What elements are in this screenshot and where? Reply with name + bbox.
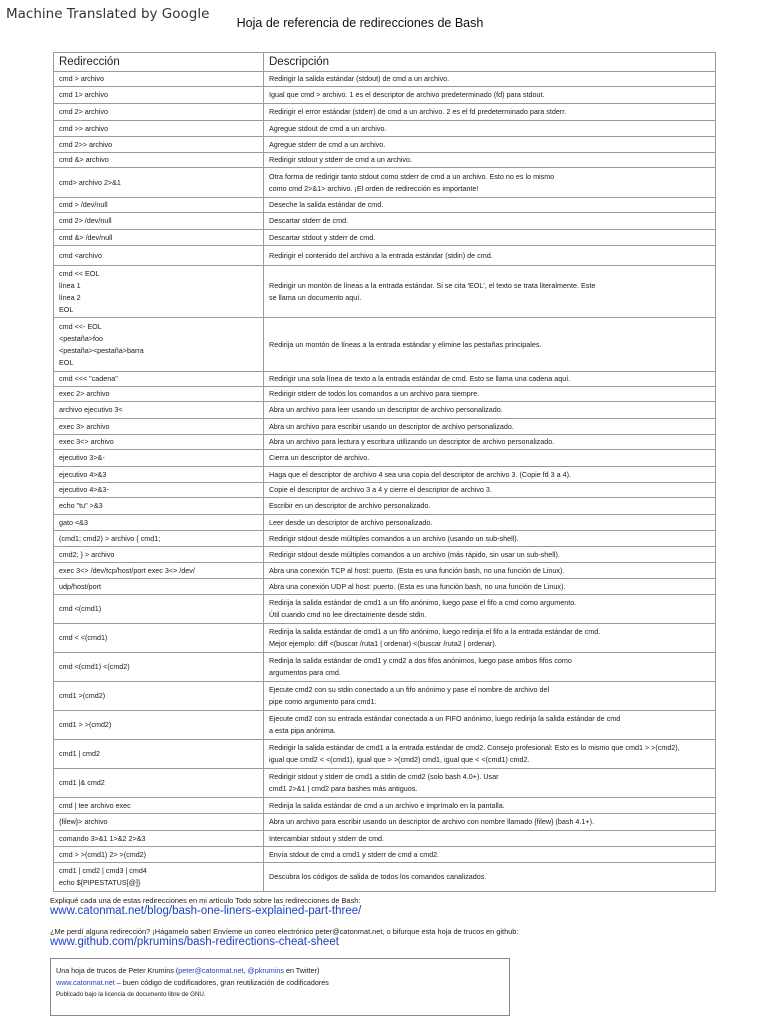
redirection-cell bbox=[54, 435, 264, 450]
table-row bbox=[54, 168, 716, 198]
table-row bbox=[54, 450, 716, 467]
description-text: pipe como argumento para cmd1. bbox=[269, 697, 377, 706]
redirection-text: cmd <(cmd1) bbox=[59, 604, 102, 613]
description-text: Redirigir stdout y stderr de cmd a un archivo. bbox=[269, 155, 413, 164]
article-link[interactable]: www.catonmat.net/blog/bash-one-liners-explained-part-three/ bbox=[50, 905, 362, 917]
redirection-cell bbox=[54, 450, 264, 467]
redirection-text: cmd > archivo bbox=[59, 74, 104, 83]
table-row bbox=[54, 547, 716, 563]
table-row bbox=[54, 847, 716, 863]
redirection-cell bbox=[54, 814, 264, 831]
redirection-text: línea 2 bbox=[59, 292, 81, 302]
description-text: cmd1 2>&1 | cmd2 para bashes más antiguos. bbox=[269, 784, 418, 793]
table-row bbox=[54, 515, 716, 531]
redirection-cell bbox=[54, 740, 264, 769]
redirection-text: cmd1 >(cmd2) bbox=[59, 691, 106, 700]
redirection-cell bbox=[54, 318, 264, 372]
redirection-text: {filew}> archivo bbox=[59, 817, 108, 826]
description-text: Ejecute cmd2 con su entrada estándar conectada a un FIFO anónimo, luego redirija la salida estándar de cmd bbox=[269, 714, 621, 723]
description-text: argumentos para cmd. bbox=[269, 668, 341, 677]
description-text: Redirija la salida estándar de cmd1 a un fifo anónimo, luego pase el fifo a cmd como argumento. bbox=[269, 598, 577, 607]
table-row bbox=[54, 137, 716, 153]
redirection-text: echo "tu" >&3 bbox=[59, 501, 103, 510]
redirection-text: <pestaña><pestaña>barra bbox=[59, 345, 144, 355]
site-tagline: – buen código de codificadores, gran reutilización de codificadores bbox=[114, 978, 329, 987]
description-text: Redirigir la salida estándar (stdout) de cmd a un archivo. bbox=[269, 74, 450, 83]
redirection-text: cmd 2>> archivo bbox=[59, 139, 113, 149]
redirection-text: cmd <(cmd1) <(cmd2) bbox=[59, 662, 130, 671]
redirection-text: EOL bbox=[59, 304, 74, 314]
redirection-text: cmd <<< "cadena" bbox=[59, 374, 118, 383]
redirection-text: archivo ejecutivo 3< bbox=[59, 405, 123, 414]
table-row bbox=[54, 483, 716, 498]
column-header-redirection: Redirección bbox=[54, 53, 264, 72]
redirection-cell bbox=[54, 847, 264, 863]
description-text: Abra una conexión TCP al host: puerto. (Esta es una función bash, no una función de Linux). bbox=[269, 565, 565, 575]
description-cell bbox=[264, 515, 716, 531]
redirection-text: línea 1 bbox=[59, 280, 81, 290]
table-row bbox=[54, 863, 716, 892]
table-row bbox=[54, 246, 716, 266]
redirection-cell bbox=[54, 387, 264, 402]
redirection-text: exec 3<> /dev/tcp/host/port exec 3<> /dev/ bbox=[59, 565, 195, 575]
table-row bbox=[54, 435, 716, 450]
table-row bbox=[54, 769, 716, 798]
redirection-cell bbox=[54, 230, 264, 246]
redirection-cell bbox=[54, 798, 264, 814]
redirection-cell bbox=[54, 402, 264, 419]
description-text: Envía stdout de cmd a cmd1 y stderr de cmd a cmd2. bbox=[269, 849, 440, 859]
redirection-cell bbox=[54, 547, 264, 563]
description-text: Abra un archivo para lectura y escritura utilizando un descriptor de archivo personalizado. bbox=[269, 437, 555, 446]
description-text: se llama un documento aquí. bbox=[269, 292, 362, 302]
credits-box bbox=[50, 958, 510, 1016]
redirection-text: cmd 2> /dev/null bbox=[59, 216, 112, 225]
redirection-text: cmd >> archivo bbox=[59, 123, 109, 133]
redirection-cell bbox=[54, 831, 264, 847]
redirection-text: cmd1 |& cmd2 bbox=[59, 778, 105, 787]
table-row bbox=[54, 579, 716, 595]
redirection-text: exec 3> archivo bbox=[59, 421, 110, 431]
description-text: Abra una conexión UDP al host: puerto. (Esta es una función bash, no una función de Linux). bbox=[269, 581, 566, 591]
redirection-cell bbox=[54, 711, 264, 740]
redirection-cell bbox=[54, 531, 264, 547]
redirection-text: cmd &> /dev/null bbox=[59, 232, 113, 242]
redirection-cell bbox=[54, 168, 264, 198]
description-text: a esta pipa anónima. bbox=[269, 726, 336, 735]
redirection-text: comando 3>&1 1>&2 2>&3 bbox=[59, 833, 146, 843]
table-row bbox=[54, 266, 716, 318]
table-row bbox=[54, 87, 716, 104]
site-link[interactable]: www.catonmat.net bbox=[56, 978, 115, 987]
description-text: Redirigir un montón de líneas a la entrada estándar. Si se cita 'EOL', el texto se trata literalmente. Este bbox=[269, 280, 596, 290]
redirection-cell bbox=[54, 467, 264, 483]
description-text: Abra un archivo para escribir usando un descriptor de archivo con nombre llamado {filew} (bash 4.1+). bbox=[269, 817, 595, 826]
redirection-text: ejecutivo 4>&3- bbox=[59, 485, 109, 494]
table-header-row bbox=[54, 53, 716, 72]
credit-suffix: en Twitter) bbox=[283, 966, 320, 975]
description-cell bbox=[264, 213, 716, 230]
table-row bbox=[54, 372, 716, 387]
redirection-text: cmd > /dev/null bbox=[59, 200, 108, 209]
redirection-cell bbox=[54, 121, 264, 137]
redirection-cell bbox=[54, 498, 264, 515]
description-text: Redirigir el error estándar (stderr) de cmd a un archivo. 2 es el fd predeterminado para stderr. bbox=[269, 107, 567, 116]
table-row bbox=[54, 72, 716, 87]
description-cell bbox=[264, 153, 716, 168]
redirection-text: cmd1 | cmd2 | cmd3 | cmd4 bbox=[59, 866, 147, 875]
redirection-text: gato <&3 bbox=[59, 517, 88, 527]
redirection-text: cmd << EOL bbox=[59, 268, 100, 278]
table-row bbox=[54, 595, 716, 624]
description-cell bbox=[264, 711, 716, 740]
description-text: Descubra los códigos de salida de todos los comandos canalizados. bbox=[269, 872, 487, 881]
redirection-text: cmd &> archivo bbox=[59, 155, 109, 164]
redirection-text: cmd1 > >(cmd2) bbox=[59, 720, 112, 729]
description-text: Agregue stderr de cmd a un archivo. bbox=[269, 139, 386, 149]
footer-feedback-note: ¿Me perdí alguna redirección? ¡Hágamelo saber! Envíeme un correo electrónico peter@catonmat.net, o bifurque esta hoja de trucos en github: bbox=[50, 927, 519, 936]
column-header-description: Descripción bbox=[264, 53, 716, 72]
description-cell bbox=[264, 579, 716, 595]
description-text: Cierra un descriptor de archivo. bbox=[269, 453, 370, 462]
description-cell bbox=[264, 483, 716, 498]
redirection-cell bbox=[54, 137, 264, 153]
redirection-cell bbox=[54, 624, 264, 653]
redirection-cell bbox=[54, 198, 264, 213]
github-link[interactable]: www.github.com/pkrumins/bash-redirections-cheat-sheet bbox=[50, 936, 339, 948]
table-row bbox=[54, 531, 716, 547]
description-text: Redirija un montón de líneas a la entrada estándar y elimine las pestañas principales. bbox=[269, 339, 542, 349]
table-body bbox=[54, 72, 716, 892]
description-text: Redirija la salida estándar de cmd1 y cmd2 a dos fifos anónimos, luego pase ambos fifos como bbox=[269, 656, 572, 665]
page-title: Hoja de referencia de redirecciones de Bash bbox=[236, 16, 484, 30]
redirection-text: echo ${PIPESTATUS[@]} bbox=[59, 878, 141, 887]
table-row bbox=[54, 682, 716, 711]
credit-separator: , bbox=[243, 966, 248, 975]
table-row bbox=[54, 318, 716, 372]
description-cell bbox=[264, 419, 716, 435]
site-line bbox=[56, 977, 504, 989]
table-row bbox=[54, 563, 716, 579]
redirections-table bbox=[53, 52, 716, 892]
description-text: Leer desde un descriptor de archivo personalizado. bbox=[269, 517, 433, 527]
description-text: Escribir en un descriptor de archivo personalizado. bbox=[269, 501, 431, 510]
redirection-text: <pestaña>foo bbox=[59, 333, 103, 343]
table-row bbox=[54, 814, 716, 831]
description-text: Redirigir stdout desde múltiples comandos a un archivo (usando un sub-shell). bbox=[269, 533, 519, 543]
table-row bbox=[54, 653, 716, 682]
redirection-text: EOL bbox=[59, 357, 74, 367]
description-cell bbox=[264, 498, 716, 515]
table-row bbox=[54, 467, 716, 483]
description-cell bbox=[264, 387, 716, 402]
table-row bbox=[54, 831, 716, 847]
table-row bbox=[54, 198, 716, 213]
machine-translation-banner: Machine Translated by Google bbox=[6, 6, 210, 22]
footer-article-note: Expliqué cada una de estas redirecciones en mi artículo Todo sobre las redirecciones de Bash: bbox=[50, 896, 361, 905]
description-cell bbox=[264, 266, 716, 318]
description-cell bbox=[264, 137, 716, 153]
table-row bbox=[54, 498, 716, 515]
description-cell bbox=[264, 769, 716, 798]
description-cell bbox=[264, 682, 716, 711]
description-cell bbox=[264, 198, 716, 213]
table-row bbox=[54, 419, 716, 435]
redirection-text: ejecutivo 4>&3 bbox=[59, 469, 107, 479]
redirection-text: cmd2; } > archivo bbox=[59, 549, 115, 559]
redirection-text: exec 2> archivo bbox=[59, 389, 110, 398]
redirection-text: ejecutivo 3>&- bbox=[59, 453, 105, 462]
description-text: Redirigir la salida estándar de cmd1 a la entrada estándar de cmd2. Consejo profesional: Esto es lo mismo que cmd1 > >(cmd2), bbox=[269, 743, 680, 752]
redirection-cell bbox=[54, 595, 264, 624]
description-cell bbox=[264, 531, 716, 547]
description-text: Redirija la salida estándar de cmd a un archivo e imprímalo en la pantalla. bbox=[269, 800, 505, 810]
table-row bbox=[54, 104, 716, 121]
redirection-text: cmd 2> archivo bbox=[59, 107, 108, 116]
description-cell bbox=[264, 467, 716, 483]
table-row bbox=[54, 624, 716, 653]
description-cell bbox=[264, 450, 716, 467]
description-text: Redirigir una sola línea de texto a la entrada estándar de cmd. Esto se llama una cadena aquí. bbox=[269, 374, 571, 383]
description-text: como cmd 2>&1> archivo. ¡El orden de redirección es importante! bbox=[269, 183, 479, 193]
description-cell bbox=[264, 798, 716, 814]
table-row bbox=[54, 711, 716, 740]
description-cell bbox=[264, 624, 716, 653]
description-cell bbox=[264, 402, 716, 419]
redirection-text: exec 3<> archivo bbox=[59, 437, 114, 446]
description-text: Redirigir stderr de todos los comandos a un archivo para siempre. bbox=[269, 389, 480, 398]
description-cell bbox=[264, 653, 716, 682]
email-link[interactable]: peter@catonmat.net bbox=[178, 966, 244, 975]
table-row bbox=[54, 230, 716, 246]
description-text: Ejecute cmd2 con su stdin conectado a un fifo anónimo y pase el nombre de archivo del bbox=[269, 685, 550, 694]
redirection-cell bbox=[54, 419, 264, 435]
description-cell bbox=[264, 814, 716, 831]
description-cell bbox=[264, 595, 716, 624]
description-text: Descartar stdout y stderr de cmd. bbox=[269, 232, 376, 242]
description-cell bbox=[264, 547, 716, 563]
description-text: Redirigir stdout y stderr de cmd1 a stdin de cmd2 (solo bash 4.0+). Usar bbox=[269, 772, 499, 781]
redirection-text: cmd <archivo bbox=[59, 250, 102, 260]
description-text: igual que cmd2 < <(cmd1), igual que > >(cmd2) cmd1, igual que < <(cmd1) cmd2. bbox=[269, 755, 530, 764]
description-text: Intercambiar stdout y stderr de cmd. bbox=[269, 833, 385, 843]
description-text: Deseche la salida estándar de cmd. bbox=[269, 200, 384, 209]
redirection-text: cmd> archivo 2>&1 bbox=[59, 177, 121, 187]
description-text: Abra un archivo para escribir usando un descriptor de archivo personalizado. bbox=[269, 421, 514, 431]
redirection-cell bbox=[54, 246, 264, 266]
redirection-cell bbox=[54, 87, 264, 104]
table-row bbox=[54, 387, 716, 402]
description-cell bbox=[264, 72, 716, 87]
redirection-cell bbox=[54, 682, 264, 711]
redirection-cell bbox=[54, 863, 264, 892]
redirection-text: udp/host/port bbox=[59, 581, 101, 591]
description-cell bbox=[264, 121, 716, 137]
description-text: Haga que el descriptor de archivo 4 sea una copia del descriptor de archivo 3. (Copie fd 3 a 4). bbox=[269, 469, 572, 479]
credit-prefix: Una hoja de trucos de Peter Krumins ( bbox=[56, 966, 179, 975]
twitter-link[interactable]: @pkrumins bbox=[247, 966, 284, 975]
redirection-cell bbox=[54, 266, 264, 318]
description-text: Copie el descriptor de archivo 3 a 4 y cierre el descriptor de archivo 3. bbox=[269, 485, 492, 494]
redirection-cell bbox=[54, 72, 264, 87]
redirection-cell bbox=[54, 483, 264, 498]
description-text: Mejor ejemplo: diff <(buscar /ruta1 | ordenar) <(buscar /ruta2 | ordenar). bbox=[269, 639, 497, 648]
description-cell bbox=[264, 168, 716, 198]
description-text: Redirigir el contenido del archivo a la entrada estándar (stdin) de cmd. bbox=[269, 250, 493, 260]
description-cell bbox=[264, 318, 716, 372]
table-row bbox=[54, 740, 716, 769]
description-cell bbox=[264, 831, 716, 847]
description-cell bbox=[264, 563, 716, 579]
description-text: Agregue stdout de cmd a un archivo. bbox=[269, 123, 387, 133]
description-text: Igual que cmd > archivo. 1 es el descriptor de archivo predeterminado (fd) para stdout. bbox=[269, 90, 545, 99]
table-row bbox=[54, 402, 716, 419]
description-cell bbox=[264, 740, 716, 769]
description-cell bbox=[264, 847, 716, 863]
description-cell bbox=[264, 230, 716, 246]
redirection-cell bbox=[54, 769, 264, 798]
table-row bbox=[54, 121, 716, 137]
redirection-cell bbox=[54, 153, 264, 168]
redirection-cell bbox=[54, 213, 264, 230]
redirection-cell bbox=[54, 563, 264, 579]
description-text: Otra forma de redirigir tanto stdout como stderr de cmd a un archivo. Esto no es lo mismo bbox=[269, 171, 555, 181]
description-cell bbox=[264, 435, 716, 450]
description-text: Abra un archivo para leer usando un descriptor de archivo personalizado. bbox=[269, 405, 503, 414]
table-row bbox=[54, 153, 716, 168]
redirection-text: (cmd1; cmd2) > archivo { cmd1; bbox=[59, 533, 161, 543]
table-row bbox=[54, 213, 716, 230]
description-text: Útil cuando cmd no lee directamente desde stdin. bbox=[269, 610, 427, 619]
redirection-text: cmd < <(cmd1) bbox=[59, 633, 108, 642]
credit-line bbox=[56, 965, 504, 977]
license-note: Publicado bajo la licencia de documento libre de GNU. bbox=[56, 991, 206, 998]
redirection-cell bbox=[54, 579, 264, 595]
description-text: Descartar stderr de cmd. bbox=[269, 216, 349, 225]
description-cell bbox=[264, 87, 716, 104]
redirection-text: cmd > >(cmd1) 2> >(cmd2) bbox=[59, 849, 147, 859]
redirection-cell bbox=[54, 104, 264, 121]
redirection-cell bbox=[54, 515, 264, 531]
table-row bbox=[54, 798, 716, 814]
redirection-text: cmd | tee archivo exec bbox=[59, 800, 131, 810]
redirection-text: cmd1 | cmd2 bbox=[59, 749, 101, 758]
description-cell bbox=[264, 104, 716, 121]
redirection-cell bbox=[54, 653, 264, 682]
redirection-text: cmd 1> archivo bbox=[59, 90, 108, 99]
description-cell bbox=[264, 246, 716, 266]
description-text: Redirigir stdout desde múltiples comandos a un archivo (más rápido, sin usar un sub-shell). bbox=[269, 549, 560, 559]
description-cell bbox=[264, 372, 716, 387]
redirection-cell bbox=[54, 372, 264, 387]
redirection-text: cmd <<- EOL bbox=[59, 321, 102, 331]
description-cell bbox=[264, 863, 716, 892]
description-text: Redirija la salida estándar de cmd1 a un fifo anónimo, luego redirija el fifo a la entrada estándar de cmd. bbox=[269, 627, 601, 636]
